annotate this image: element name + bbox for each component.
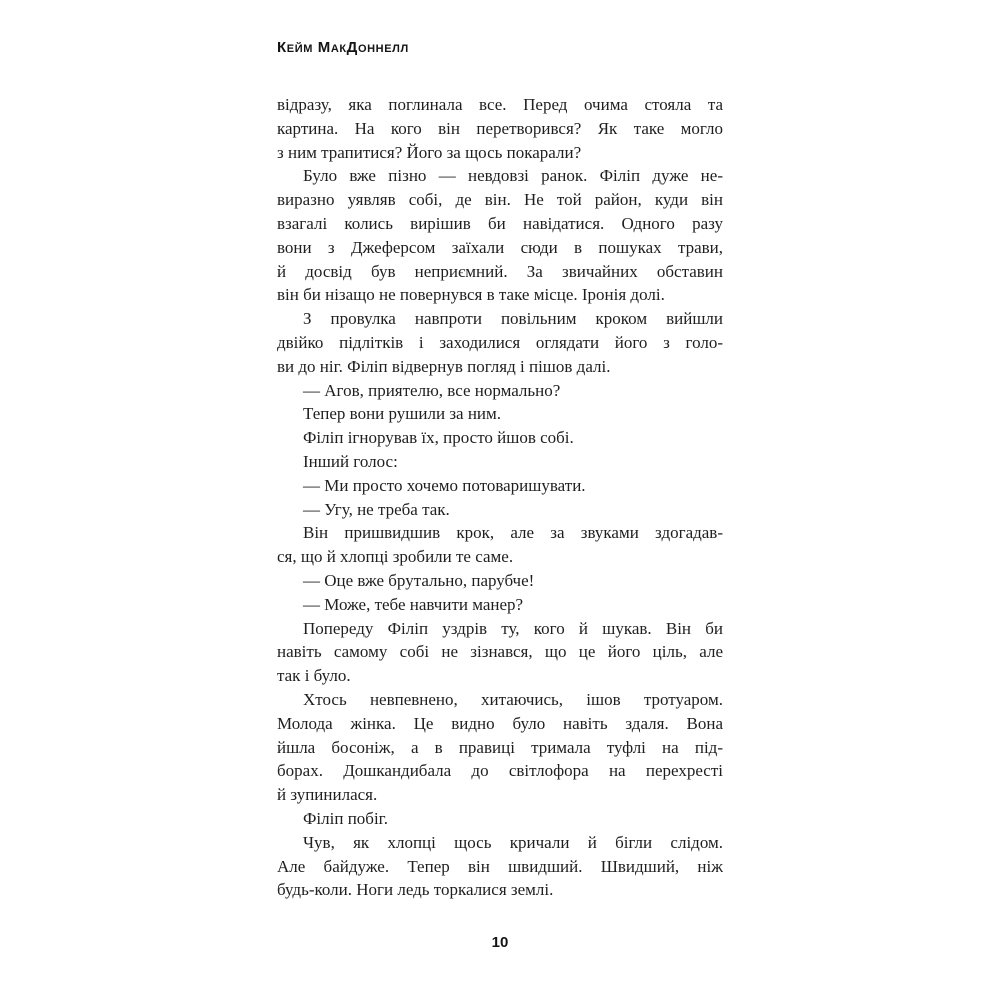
text-line: взагалі колись вирішив би навідатися. Одного разу [277, 213, 723, 233]
text-line: йшла босоніж, а в правиці тримала туфлі на під- [277, 737, 723, 757]
paragraph [277, 498, 723, 522]
text-line: картина. На кого він перетворився? Як таке могло [277, 118, 723, 138]
text-line: й зупинилася. [277, 785, 378, 805]
text-line: й досвід був неприємний. За звичайних обставин [277, 261, 723, 281]
text-line: Інший голос: [303, 451, 398, 471]
paragraph [277, 807, 723, 831]
text-line: — Оце вже брутально, парубче! [303, 570, 535, 590]
paragraph [277, 831, 723, 902]
text-line: виразно уявляв собі, де він. Не той район, куди він [277, 190, 723, 210]
text-line: Але байдуже. Тепер він швидший. Швидший, ніж [277, 856, 723, 876]
page-body [277, 93, 723, 902]
paragraph [277, 617, 723, 688]
page-number: 10 [491, 934, 509, 951]
text-line: так і було. [277, 666, 351, 686]
text-line: — Може, тебе навчити манер? [303, 594, 524, 614]
text-line: — Ми просто хочемо потоваришувати. [303, 475, 586, 495]
paragraph [277, 450, 723, 474]
text-line: Тепер вони рушили за ним. [303, 404, 502, 424]
text-line: він би нізащо не повернувся в таке місце. Іронія долі. [277, 285, 665, 305]
text-line: з ним трапитися? Його за щось покарали? [277, 142, 582, 162]
text-line: будь-коли. Ноги ледь торкалися землі. [277, 880, 554, 900]
text-line: Філіп побіг. [303, 808, 388, 828]
paragraph [277, 93, 723, 164]
text-line: ви до ніг. Філіп відвернув погляд і пішов далі. [277, 356, 611, 376]
running-header-author: Кейм МакДоннелл [277, 39, 409, 56]
text-line: Попереду Філіп уздрів ту, кого й шукав. Він би [303, 618, 723, 638]
paragraph [277, 688, 723, 807]
text-line: борах. Дошкандибала до світлофора на перехресті [277, 761, 723, 781]
text-line: Чув, як хлопці щось кричали й бігли слідом. [303, 832, 723, 852]
paragraph [277, 569, 723, 593]
text-line: З провулка навпроти повільним кроком вийшли [303, 309, 723, 329]
text-line: Було вже пізно — невдовзі ранок. Філіп дуже не- [303, 166, 723, 186]
text-line: відразу, яка поглинала все. Перед очима стояла та [277, 95, 723, 114]
paragraph [277, 593, 723, 617]
paragraph [277, 307, 723, 378]
text-line: Молода жінка. Це видно було навіть здаля. Вона [277, 713, 723, 733]
text-line: Він пришвидшив крок, але за звуками здогадав- [303, 523, 723, 543]
paragraph [277, 164, 723, 307]
text-line: двійко підлітків і заходилися оглядати його з голо- [277, 332, 723, 352]
text-line: — Агов, приятелю, все нормально? [303, 380, 561, 400]
text-line: Філіп ігнорував їх, просто йшов собі. [303, 428, 574, 448]
text-line: навіть самому собі не зізнався, що це його ціль, але [277, 642, 723, 662]
paragraph [277, 474, 723, 498]
paragraph [277, 402, 723, 426]
text-line: ся, що й хлопці зробили те саме. [277, 547, 514, 567]
paragraph [277, 379, 723, 403]
paragraph [277, 521, 723, 569]
text-line: Хтось невпевнено, хитаючись, ішов тротуаром. [303, 689, 723, 709]
text-line: — Угу, не треба так. [303, 499, 450, 519]
text-line: вони з Джеферсом заїхали сюди в пошуках трави, [277, 237, 723, 257]
paragraph [277, 426, 723, 450]
